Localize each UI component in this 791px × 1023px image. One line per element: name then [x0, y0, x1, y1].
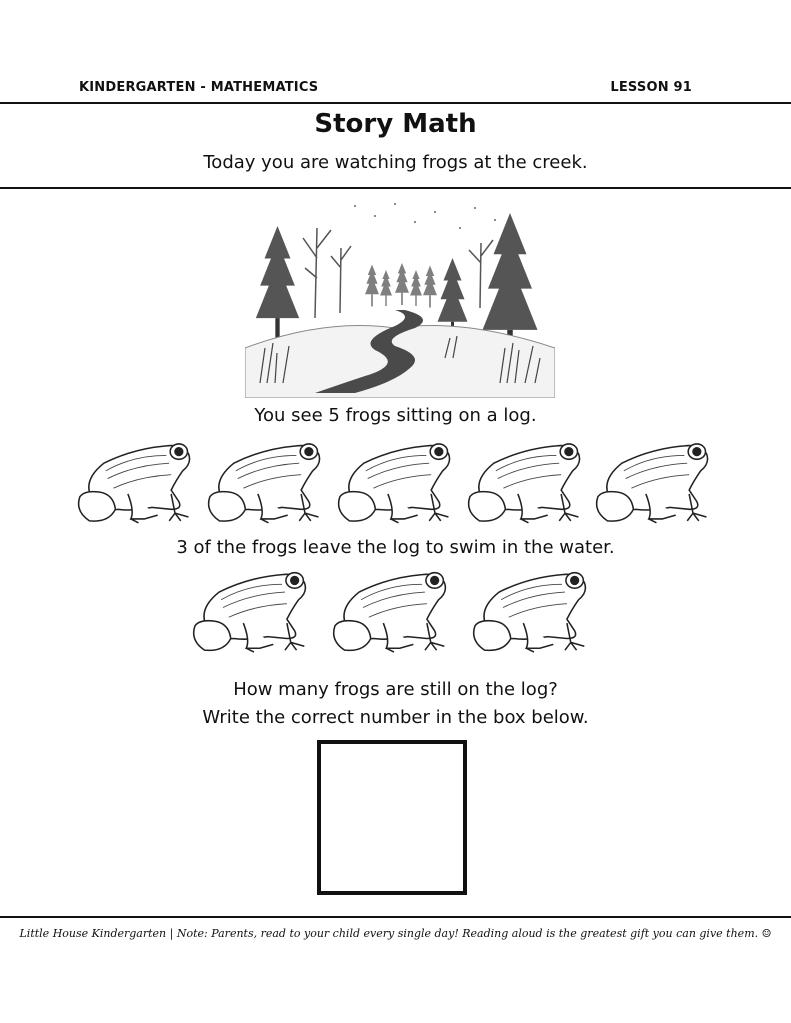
frogs-on-log	[75, 434, 720, 529]
frogs-leaving	[188, 563, 603, 658]
page-subtitle: Today you are watching frogs at the creek.	[203, 152, 588, 173]
lesson-label: LESSON 91	[610, 80, 692, 95]
question-line-1: How many frogs are still on the log?	[233, 679, 558, 700]
question-line-2: Write the correct number in the box below.	[202, 707, 589, 728]
story-line-2: 3 of the frogs leave the log to swim in the water.	[176, 537, 615, 558]
footer-divider	[0, 916, 791, 918]
footer-note: Little House Kindergarten | Note: Parents, read to your child every single day! Reading aloud is the greatest gift you can give them. ☺	[19, 927, 772, 940]
subject-label: KINDERGARTEN - MATHEMATICS	[79, 80, 319, 95]
creek-illustration	[245, 198, 555, 398]
page-title: Story Math	[314, 109, 477, 139]
subtitle-divider	[0, 187, 791, 189]
answer-box[interactable]	[317, 740, 467, 895]
header-divider	[0, 102, 791, 104]
story-line-1: You see 5 frogs sitting on a log.	[254, 405, 537, 426]
